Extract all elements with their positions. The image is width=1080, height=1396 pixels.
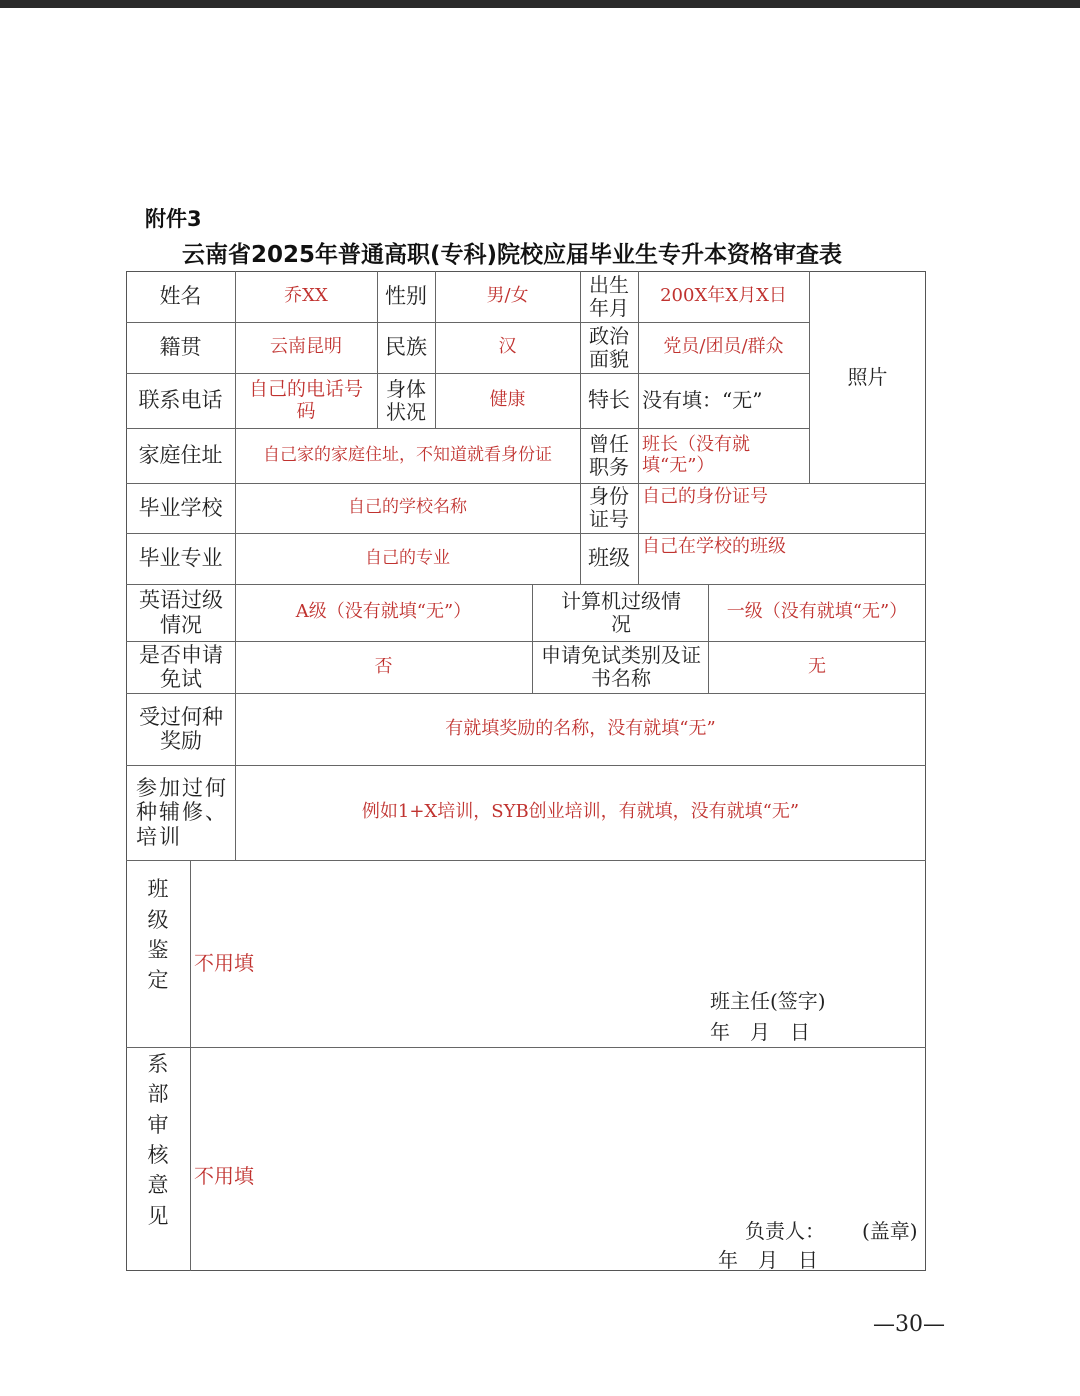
specialty-label: 特长 xyxy=(588,388,630,413)
top-border xyxy=(0,0,1080,8)
class-eval-label: 班级鉴定 xyxy=(147,877,169,993)
class-eval-value: 不用填 xyxy=(194,950,254,975)
birth-label: 出生年月 xyxy=(589,272,629,320)
address-value: 自己家的家庭住址，不知道就看身份证 xyxy=(263,444,552,465)
form-title: 云南省2025年普通高职(专科)院校应届毕业生专升本资格审查表 xyxy=(182,242,843,268)
name-label: 姓名 xyxy=(159,284,202,309)
native-label: 籍贯 xyxy=(159,335,202,360)
id-number-label: 身份证号 xyxy=(589,484,629,531)
class-label: 班级 xyxy=(588,546,630,571)
awards-value: 有就填奖励的名称，没有就填“无” xyxy=(445,717,716,739)
english-label: 英语过级情况 xyxy=(139,588,223,637)
native-value: 云南昆明 xyxy=(270,336,342,358)
exempt-label: 是否申请免试 xyxy=(139,642,223,691)
ethnic-value: 汉 xyxy=(498,336,517,358)
class-value: 自己在学校的班级 xyxy=(642,535,786,557)
dept-date: 年 月 日 xyxy=(718,1248,818,1272)
exempt-type-value: 无 xyxy=(808,655,826,677)
phone-value: 自己的电话号码 xyxy=(248,377,363,422)
health-value: 健康 xyxy=(489,389,526,411)
training-label: 参加过何种辅修、培训 xyxy=(136,776,228,849)
major-label: 毕业专业 xyxy=(138,546,223,571)
exempt-value: 否 xyxy=(374,655,393,677)
awards-label: 受过何种奖励 xyxy=(139,704,223,753)
specialty-value: 没有填：“无” xyxy=(642,388,763,412)
name-value: 乔XX xyxy=(284,285,328,307)
birth-value: 200X年X月X日 xyxy=(660,285,787,307)
computer-value: 一级（没有就填“无”） xyxy=(726,601,908,623)
teacher-signature: 班主任(签字) xyxy=(710,989,826,1013)
annex-label: 附件3 xyxy=(145,207,202,231)
address-label: 家庭住址 xyxy=(138,443,223,468)
major-value: 自己的专业 xyxy=(365,547,450,568)
health-label: 身体状况 xyxy=(386,376,426,424)
gender-label: 性别 xyxy=(385,284,427,309)
exempt-type-label: 申请免试类别及证书名称 xyxy=(541,643,701,690)
phone-label: 联系电话 xyxy=(138,388,223,413)
dept-review-value: 不用填 xyxy=(194,1163,254,1188)
computer-label: 计算机过级情况 xyxy=(561,588,681,636)
training-value: 例如1+X培训，SYB创业培训，有就填，没有就填“无” xyxy=(361,801,800,823)
photo-placeholder: 照片 xyxy=(847,364,888,389)
page-number: —30— xyxy=(873,1312,945,1337)
ethnic-label: 民族 xyxy=(385,335,427,360)
political-value: 党员/团员/群众 xyxy=(663,336,784,358)
dept-review-label: 系部审核意见 xyxy=(147,1051,169,1228)
teacher-date: 年 月 日 xyxy=(710,1020,810,1044)
political-label: 政治面貌 xyxy=(589,323,629,371)
school-value: 自己的学校名称 xyxy=(348,497,467,518)
former-post-value: 班长（没有就填“无”） xyxy=(642,433,750,476)
id-number-value: 自己的身份证号 xyxy=(642,485,768,507)
gender-value: 男/女 xyxy=(486,285,529,307)
seal-label: (盖章) xyxy=(862,1219,918,1243)
school-label: 毕业学校 xyxy=(138,495,223,520)
former-post-label: 曾任职务 xyxy=(589,431,629,479)
english-value: A级（没有就填“无”） xyxy=(295,601,472,623)
dept-head-signature: 负责人： xyxy=(745,1219,825,1243)
